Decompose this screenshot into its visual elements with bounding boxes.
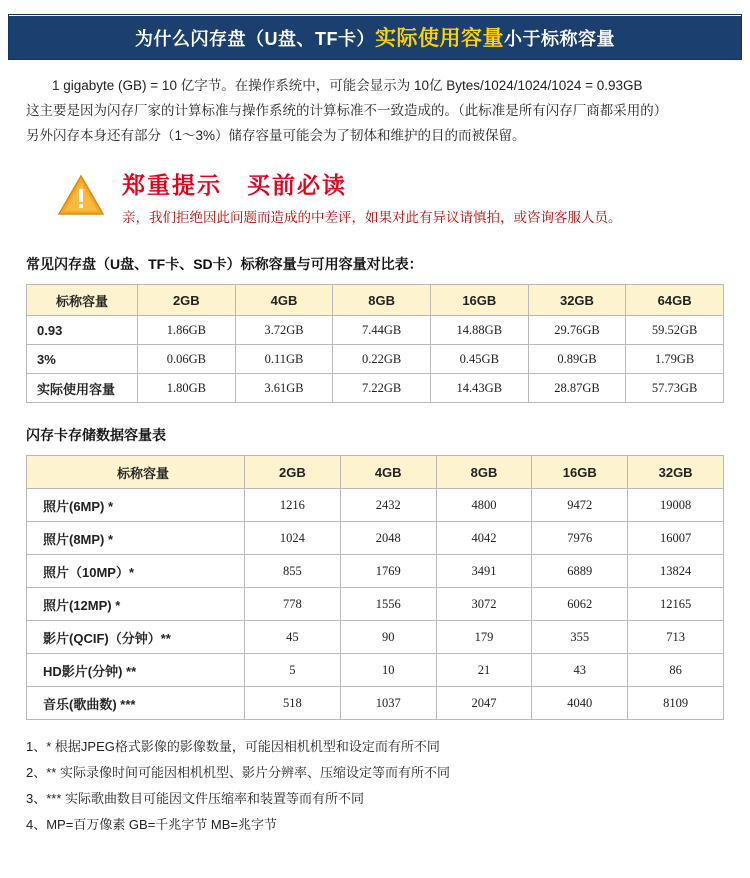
- table-cell: 0.11GB: [235, 345, 333, 374]
- row-label: 照片(12MP) *: [27, 588, 245, 621]
- table-cell: 1216: [245, 489, 341, 522]
- table-header-row: [27, 285, 724, 316]
- intro-line-1: 1 gigabyte (GB) = 10 亿字节。在操作系统中，可能会显示为 10亿 Bytes/1024/1024/1024 = 0.93GB: [52, 78, 643, 93]
- table-cell: 3.61GB: [235, 374, 333, 403]
- column-header: 4GB: [235, 285, 333, 316]
- column-header: 8GB: [333, 285, 431, 316]
- column-header: 8GB: [436, 456, 532, 489]
- table-cell: 518: [245, 687, 341, 720]
- table-row: [27, 621, 724, 654]
- table-cell: 8109: [628, 687, 724, 720]
- intro-paragraph: [26, 73, 724, 148]
- table-cell: 3072: [436, 588, 532, 621]
- banner-text-part1: 为什么闪存盘（U盘、TF卡）: [135, 29, 375, 49]
- capacity-section-title: 常见闪存盘（U盘、TF卡、SD卡）标称容量与可用容量对比表：: [26, 256, 423, 272]
- table-cell: 1.79GB: [626, 345, 724, 374]
- table-cell: 4040: [532, 687, 628, 720]
- table-header-row: [27, 456, 724, 489]
- header-banner-text: [135, 22, 615, 52]
- capacity-table: [26, 284, 724, 403]
- table-row: [27, 555, 724, 588]
- column-header: 2GB: [245, 456, 341, 489]
- table-row: [27, 654, 724, 687]
- intro-line-3: 另外闪存本身还有部分（1～3%）储存容量可能会为了韧体和维护的目的而被保留。: [26, 128, 526, 143]
- table-cell: 2432: [340, 489, 436, 522]
- table-cell: 0.06GB: [138, 345, 236, 374]
- table-cell: 1037: [340, 687, 436, 720]
- banner-text-highlight: 实际使用容量: [375, 27, 504, 50]
- column-header: 32GB: [528, 285, 626, 316]
- table-cell: 59.52GB: [626, 316, 724, 345]
- table-cell: 14.88GB: [430, 316, 528, 345]
- table-cell: 57.73GB: [626, 374, 724, 403]
- column-header: 16GB: [430, 285, 528, 316]
- table-cell: 1.80GB: [138, 374, 236, 403]
- table-cell: 4042: [436, 522, 532, 555]
- table-row: [27, 489, 724, 522]
- row-label: HD影片(分钟) **: [27, 654, 245, 687]
- table-cell: 16007: [628, 522, 724, 555]
- header-banner: [8, 14, 742, 60]
- table-cell: 6889: [532, 555, 628, 588]
- row-label: 音乐(歌曲数) ***: [27, 687, 245, 720]
- footnote-item: 1、* 根据JPEG格式影像的影像数量，可能因相机机型和设定而有所不同: [26, 739, 440, 754]
- column-header: 标称容量: [27, 285, 138, 316]
- row-label: 实际使用容量: [27, 374, 138, 403]
- row-label: 影片(QCIF)（分钟）**: [27, 621, 245, 654]
- intro-line-2: 这主要是因为闪存厂家的计算标准与操作系统的计算标准不一致造成的。（此标准是所有闪存厂商都采用的）: [26, 103, 668, 118]
- footnotes: [26, 734, 724, 838]
- row-label: 3%: [27, 345, 138, 374]
- table-cell: 2048: [340, 522, 436, 555]
- column-header: 4GB: [340, 456, 436, 489]
- table-row: [27, 522, 724, 555]
- column-header: 32GB: [628, 456, 724, 489]
- table-cell: 0.89GB: [528, 345, 626, 374]
- table-cell: 4800: [436, 489, 532, 522]
- table-cell: 5: [245, 654, 341, 687]
- table-cell: 6062: [532, 588, 628, 621]
- table-row: [27, 316, 724, 345]
- table-cell: 7.22GB: [333, 374, 431, 403]
- table-cell: 21: [436, 654, 532, 687]
- notice-title: 郑重提示 买前必读: [122, 172, 347, 198]
- column-header: 2GB: [138, 285, 236, 316]
- table-cell: 713: [628, 621, 724, 654]
- column-header: 64GB: [626, 285, 724, 316]
- notice-subtitle: 亲，我们拒绝因此问题而造成的中差评，如果对此有异议请慎拍，或咨询客服人员。: [122, 210, 622, 225]
- table-cell: 9472: [532, 489, 628, 522]
- table-cell: 14.43GB: [430, 374, 528, 403]
- table-cell: 1024: [245, 522, 341, 555]
- table-cell: 12165: [628, 588, 724, 621]
- banner-text-part3: 小于标称容量: [504, 29, 615, 49]
- table-cell: 2047: [436, 687, 532, 720]
- product-info-page: [0, 14, 750, 878]
- table-cell: 3491: [436, 555, 532, 588]
- table-cell: 86: [628, 654, 724, 687]
- media-section-title: 闪存卡存储数据容量表: [26, 427, 166, 443]
- row-label: 照片（10MP）*: [27, 555, 245, 588]
- table-cell: 7.44GB: [333, 316, 431, 345]
- table-cell: 0.45GB: [430, 345, 528, 374]
- table-cell: 90: [340, 621, 436, 654]
- column-header: 16GB: [532, 456, 628, 489]
- row-label: 照片(6MP) *: [27, 489, 245, 522]
- table-cell: 3.72GB: [235, 316, 333, 345]
- footnote-item: 2、** 实际录像时间可能因相机机型、影片分辨率、压缩设定等而有所不同: [26, 765, 450, 780]
- table-cell: 1.86GB: [138, 316, 236, 345]
- table-cell: 19008: [628, 489, 724, 522]
- table-cell: 355: [532, 621, 628, 654]
- column-header: 标称容量: [27, 456, 245, 489]
- table-cell: 29.76GB: [528, 316, 626, 345]
- notice-text: [104, 170, 622, 228]
- table-row: [27, 588, 724, 621]
- row-label: 0.93: [27, 316, 138, 345]
- table-row: [27, 374, 724, 403]
- table-cell: 7976: [532, 522, 628, 555]
- table-cell: 13824: [628, 555, 724, 588]
- table-cell: 0.22GB: [333, 345, 431, 374]
- table-cell: 855: [245, 555, 341, 588]
- table-row: [27, 345, 724, 374]
- footnote-item: 4、MP=百万像素 GB=千兆字节 MB=兆字节: [26, 817, 278, 832]
- table-row: [27, 687, 724, 720]
- table-cell: 179: [436, 621, 532, 654]
- table-cell: 778: [245, 588, 341, 621]
- table-cell: 28.87GB: [528, 374, 626, 403]
- table-cell: 45: [245, 621, 341, 654]
- media-capacity-table: [26, 455, 724, 720]
- warning-triangle-icon: [58, 174, 104, 216]
- table-cell: 1769: [340, 555, 436, 588]
- table-cell: 1556: [340, 588, 436, 621]
- table-cell: 43: [532, 654, 628, 687]
- notice-block: [0, 170, 750, 228]
- row-label: 照片(8MP) *: [27, 522, 245, 555]
- table-cell: 10: [340, 654, 436, 687]
- footnote-item: 3、*** 实际歌曲数目可能因文件压缩率和装置等而有所不同: [26, 791, 365, 806]
